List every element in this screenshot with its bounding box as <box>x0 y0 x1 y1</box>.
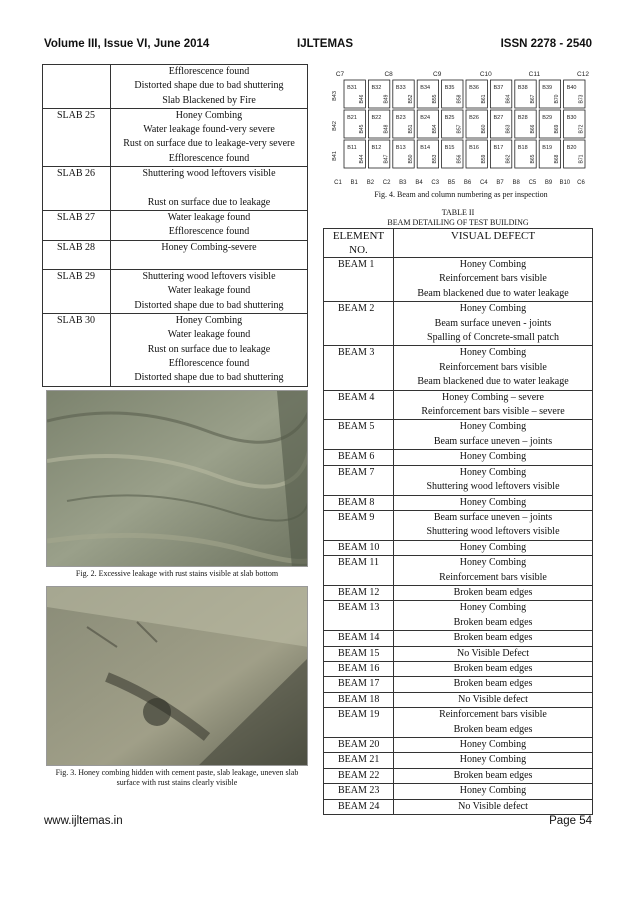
defect-line: Honey Combing <box>459 739 527 750</box>
bottom-label: B5 <box>447 180 456 186</box>
defect-line: Rust on surface due to leakage <box>147 343 271 355</box>
beam-label: B50 <box>407 154 414 164</box>
beam-label: B30 <box>566 115 577 121</box>
defect-line: Shuttering wood leftovers visible <box>142 168 276 180</box>
beam-element: BEAM 16 <box>324 661 394 676</box>
defect-line: Honey Combing <box>459 602 527 614</box>
beam-label: B61 <box>481 94 487 104</box>
defect-line: Shuttering wood leftovers visible <box>426 481 560 493</box>
defect-line <box>113 181 305 195</box>
defect-line: Honey Combing – severe <box>442 391 544 403</box>
table-row <box>324 753 593 768</box>
beam-label: B51 <box>407 124 414 134</box>
defect-line: Honey Combing <box>459 541 527 553</box>
bottom-label: B6 <box>463 180 472 186</box>
beam-element: BEAM 11 <box>324 556 394 586</box>
defect-line: Reinforcement bars visible <box>439 273 547 285</box>
beam-defects <box>394 258 593 302</box>
beam-element: BEAM 2 <box>324 302 394 346</box>
beam-element: BEAM 9 <box>324 510 394 540</box>
table-row <box>324 258 593 302</box>
fig2-photo <box>46 390 308 567</box>
beam-label: B42 <box>332 121 338 131</box>
beam-label: B64 <box>505 94 512 104</box>
beam-label: B46 <box>359 94 365 104</box>
beam-element: BEAM 5 <box>324 420 394 450</box>
beam-defects <box>394 753 593 768</box>
defect-line: Spalling of Concrete-small patch <box>427 332 559 344</box>
honeycomb-photo <box>47 587 308 766</box>
beam-element: BEAM 6 <box>324 450 394 465</box>
beam-label: B48 <box>383 124 390 134</box>
slab-leakage-photo <box>47 391 308 567</box>
slab-element: SLAB 28 <box>43 240 111 270</box>
slab-defects <box>111 314 308 386</box>
defect-line: Honey Combing <box>459 347 527 359</box>
beam-label: B58 <box>456 94 463 104</box>
slab-defects <box>111 65 308 109</box>
beam-element: BEAM 24 <box>324 799 394 814</box>
footer-page: Page 54 <box>549 815 592 827</box>
table-row <box>324 510 593 540</box>
beam-element: BEAM 12 <box>324 585 394 600</box>
beam-grid <box>330 70 592 188</box>
beam-label: B39 <box>542 85 553 91</box>
table-title <box>323 208 593 227</box>
beam-defects <box>394 450 593 465</box>
beam-label: B57 <box>456 124 463 134</box>
bottom-label: B4 <box>415 180 423 186</box>
beam-defects <box>394 510 593 540</box>
slab-defects <box>111 108 308 166</box>
table-row <box>324 585 593 600</box>
table-row <box>324 646 593 661</box>
bottom-label: B1 <box>350 180 358 186</box>
beam-label: B72 <box>578 124 585 134</box>
table-row <box>324 302 593 346</box>
header-element: ELEMENT NO. <box>324 229 394 258</box>
beam-label: B29 <box>542 115 553 121</box>
beam-label: B60 <box>481 124 487 134</box>
defect-line: Honey Combing <box>459 785 527 797</box>
beam-label: B68 <box>554 154 561 164</box>
table-row <box>43 314 308 386</box>
header-issn: ISSN 2278 - 2540 <box>500 38 592 50</box>
column-label: C9 <box>433 71 442 78</box>
beam-label: B45 <box>359 124 365 134</box>
beam-element: BEAM 14 <box>324 631 394 646</box>
defect-line: Broken beam edges <box>453 678 533 690</box>
beam-element: BEAM 13 <box>324 601 394 631</box>
table-row <box>324 346 593 390</box>
column-label: C7 <box>335 71 345 78</box>
defect-line: Reinforcement bars visible <box>439 709 547 721</box>
header-volume: Volume III, Issue VI, June 2014 <box>44 38 210 50</box>
defect-line: Honey Combing <box>175 315 243 327</box>
defect-line: Efflorescence found <box>168 152 250 164</box>
beam-label: B24 <box>420 115 431 121</box>
beam-label: B12 <box>371 145 382 151</box>
beam-label: B66 <box>529 124 536 134</box>
beam-label: B23 <box>395 115 406 121</box>
header-journal: IJLTEMAS <box>297 38 354 50</box>
defect-line: Honey Combing <box>459 259 527 270</box>
defect-line: Distorted shape due to bad shuttering <box>134 299 284 311</box>
table-caption: BEAM DETAILING OF TEST BUILDING <box>387 217 529 227</box>
beam-defects <box>394 495 593 510</box>
table-number: TABLE II <box>441 208 475 217</box>
bottom-label: B9 <box>544 180 553 186</box>
fig3-photo <box>46 586 308 766</box>
beam-label: B71 <box>578 154 585 164</box>
column-label: C10 <box>479 71 492 78</box>
defect-line: Water leakage found <box>167 211 251 223</box>
beam-element: BEAM 7 <box>324 465 394 495</box>
beam-label: B47 <box>383 154 390 164</box>
beam-label: B59 <box>481 154 487 164</box>
beam-label: B52 <box>407 94 414 104</box>
defect-line: Water leakage found-very severe <box>143 124 275 136</box>
defect-line: Honey Combing <box>459 451 527 463</box>
defect-line: Beam surface uneven – joints <box>433 435 553 447</box>
beam-label: B20 <box>566 145 577 151</box>
defect-line: Honey Combing <box>175 109 243 121</box>
beam-element: BEAM 19 <box>324 708 394 738</box>
beam-label: B21 <box>347 115 357 121</box>
table-row <box>43 167 308 211</box>
beam-label: B34 <box>420 85 431 91</box>
table-row <box>43 65 308 109</box>
table-row <box>324 677 593 692</box>
beam-label: B11 <box>347 145 357 151</box>
slab-defects <box>111 167 308 211</box>
beam-label: B70 <box>554 94 561 104</box>
beam-label: B17 <box>493 145 504 151</box>
defect-line: Water leakage found <box>167 285 251 297</box>
table-row <box>324 631 593 646</box>
defect-line: Broken beam edges <box>453 769 533 781</box>
table-row <box>324 390 593 420</box>
slab-element <box>43 65 111 109</box>
beam-label: B49 <box>383 94 390 104</box>
bottom-label: B3 <box>399 180 407 186</box>
table-row <box>324 601 593 631</box>
defect-line: Beam blackened due to water leakage <box>417 287 569 299</box>
table-row <box>324 738 593 753</box>
beam-label: B28 <box>517 115 528 121</box>
bottom-label: C5 <box>528 180 537 186</box>
slab-defects <box>111 240 308 270</box>
beam-label: B25 <box>444 115 455 121</box>
beam-element: BEAM 10 <box>324 540 394 555</box>
beam-defects <box>394 799 593 814</box>
table-row <box>43 270 308 314</box>
defect-line: Rust on surface due to leakage-very severe <box>123 138 295 150</box>
footer-url: www.ijltemas.in <box>44 815 123 827</box>
table-row <box>324 465 593 495</box>
beam-defects <box>394 768 593 783</box>
beam-defects <box>394 661 593 676</box>
bottom-label: B10 <box>559 180 571 186</box>
defect-line: Broken beam edges <box>453 632 533 644</box>
defect-line: Honey Combing-severe <box>161 241 257 253</box>
beam-label: B62 <box>505 154 512 164</box>
defect-line: Broken beam edges <box>453 586 533 598</box>
beam-element: BEAM 8 <box>324 495 394 510</box>
beam-defects <box>394 390 593 420</box>
beam-label: B26 <box>469 115 479 121</box>
defect-line: Beam surface uneven – joints <box>433 511 553 523</box>
bottom-label: C6 <box>577 180 585 186</box>
beam-label: B63 <box>505 124 512 134</box>
beam-element: BEAM 1 <box>324 258 394 302</box>
beam-defects <box>394 420 593 450</box>
defect-line: Reinforcement bars visible <box>439 361 547 373</box>
defect-line: No Visible Defect <box>457 647 529 659</box>
beam-label: B22 <box>371 115 382 121</box>
beam-label: B15 <box>444 145 455 151</box>
beam-element: BEAM 22 <box>324 768 394 783</box>
beam-label: B14 <box>420 145 431 151</box>
beam-element: BEAM 21 <box>324 753 394 768</box>
table-row <box>324 420 593 450</box>
page-footer <box>44 815 592 831</box>
beam-label: B37 <box>493 85 504 91</box>
beam-label: B16 <box>469 145 479 151</box>
defect-line: Honey Combing <box>459 754 527 766</box>
slab-element: SLAB 30 <box>43 314 111 386</box>
table-row <box>43 240 308 270</box>
beam-column-numbering-diagram <box>330 70 592 188</box>
beam-label: B55 <box>432 94 439 104</box>
table-row <box>324 495 593 510</box>
beam-defects <box>394 692 593 707</box>
table-row <box>43 108 308 166</box>
defect-line: Distorted shape due to bad shuttering <box>134 372 284 384</box>
beam-defects <box>394 585 593 600</box>
beam-defects <box>394 556 593 586</box>
beam-element: BEAM 23 <box>324 784 394 799</box>
beam-element: BEAM 18 <box>324 692 394 707</box>
beam-label: B44 <box>359 154 365 164</box>
beam-label: B38 <box>517 85 528 91</box>
beam-defect-table <box>323 228 593 815</box>
defect-line: Broken beam edges <box>453 723 533 735</box>
beam-label: B31 <box>347 85 357 91</box>
slab-element: SLAB 25 <box>43 108 111 166</box>
fig4-caption: Fig. 4. Beam and column numbering as per inspection <box>374 190 548 199</box>
defect-line <box>113 255 305 269</box>
bottom-label: B7 <box>496 180 504 186</box>
defect-line: Efflorescence found <box>168 66 250 77</box>
beam-label: B35 <box>444 85 455 91</box>
table-row <box>324 661 593 676</box>
beam-label: B18 <box>517 145 528 151</box>
beam-label: B67 <box>529 94 536 104</box>
defect-line: Honey Combing <box>459 466 527 478</box>
beam-label: B27 <box>493 115 504 121</box>
slab-element: SLAB 29 <box>43 270 111 314</box>
defect-line: Reinforcement bars visible <box>439 571 547 583</box>
defect-line: Beam surface uneven - joints <box>434 317 552 329</box>
slab-defect-table <box>42 64 308 387</box>
beam-defects <box>394 708 593 738</box>
beam-defects <box>394 540 593 555</box>
beam-label: B54 <box>432 124 439 134</box>
defect-line: Efflorescence found <box>168 226 250 238</box>
page-header <box>44 38 592 54</box>
bottom-label: C4 <box>479 180 488 186</box>
defect-line: Shuttering wood leftovers visible <box>426 526 560 538</box>
beam-label: B13 <box>395 145 406 151</box>
beam-element: BEAM 3 <box>324 346 394 390</box>
beam-defects <box>394 302 593 346</box>
defect-line: Distorted shape due to bad shuttering <box>134 80 284 92</box>
beam-defects <box>394 346 593 390</box>
beam-defects <box>394 646 593 661</box>
beam-element: BEAM 20 <box>324 738 394 753</box>
beam-label: B73 <box>578 94 585 104</box>
column-label: C11 <box>528 71 541 78</box>
beam-defects <box>394 784 593 799</box>
bottom-label: C3 <box>431 180 440 186</box>
slab-defects <box>111 270 308 314</box>
column-label: C8 <box>384 71 393 78</box>
beam-label: B40 <box>566 85 577 91</box>
defect-line: Water leakage found <box>167 329 251 341</box>
beam-defects <box>394 465 593 495</box>
table-row <box>324 768 593 783</box>
table-row <box>43 210 308 240</box>
beam-defects <box>394 631 593 646</box>
table-header-row <box>324 229 593 258</box>
beam-label: B19 <box>542 145 553 151</box>
defect-line: Honey Combing <box>459 421 527 433</box>
beam-label: B43 <box>332 91 338 101</box>
table-row <box>324 692 593 707</box>
defect-line: No Visible defect <box>458 693 528 705</box>
bottom-label: B8 <box>512 180 520 186</box>
slab-element: SLAB 26 <box>43 167 111 211</box>
defect-line: Broken beam edges <box>453 616 533 628</box>
defect-line: Beam blackened due to water leakage <box>417 376 569 388</box>
defect-line: Honey Combing <box>459 557 527 569</box>
defect-line: Rust on surface due to leakage <box>147 196 271 208</box>
beam-label: B36 <box>469 85 479 91</box>
beam-element: BEAM 15 <box>324 646 394 661</box>
beam-defects <box>394 601 593 631</box>
column-label: C12 <box>577 71 589 78</box>
fig2-caption: Fig. 2. Excessive leakage with rust stains visible at slab bottom <box>75 569 279 578</box>
table-row <box>324 784 593 799</box>
bottom-label: C2 <box>382 180 391 186</box>
beam-label: B69 <box>554 124 561 134</box>
table-row <box>324 799 593 814</box>
defect-line: Shuttering wood leftovers visible <box>142 271 276 283</box>
defect-line: No Visible defect <box>458 800 528 812</box>
beam-label: B33 <box>395 85 406 91</box>
slab-element: SLAB 27 <box>43 210 111 240</box>
beam-label: B53 <box>432 154 439 164</box>
beam-defects <box>394 677 593 692</box>
fig3-caption: Fig. 3. Honey combing hidden with cement paste, slab leakage, uneven slab surface with rust stains clearly visible <box>55 768 299 787</box>
defect-line: Efflorescence found <box>168 357 250 369</box>
beam-label: B32 <box>371 85 382 91</box>
defect-line: Reinforcement bars visible – severe <box>421 406 565 418</box>
table-row <box>324 556 593 586</box>
defect-line: Honey Combing <box>459 303 527 315</box>
table-row <box>324 708 593 738</box>
beam-defects <box>394 738 593 753</box>
beam-label: B65 <box>529 154 536 164</box>
bottom-label: B2 <box>366 180 375 186</box>
beam-element: BEAM 4 <box>324 390 394 420</box>
slab-defects <box>111 210 308 240</box>
beam-label: B56 <box>456 154 463 164</box>
table-row <box>324 450 593 465</box>
defect-line: Honey Combing <box>459 496 527 508</box>
bottom-label: C1 <box>334 180 342 186</box>
beam-element: BEAM 17 <box>324 677 394 692</box>
beam-label: B41 <box>332 151 338 161</box>
table-row <box>324 540 593 555</box>
header-defect: VISUAL DEFECT <box>394 229 593 258</box>
defect-line: Broken beam edges <box>453 662 533 674</box>
defect-line: Slab Blackened by Fire <box>162 94 256 106</box>
